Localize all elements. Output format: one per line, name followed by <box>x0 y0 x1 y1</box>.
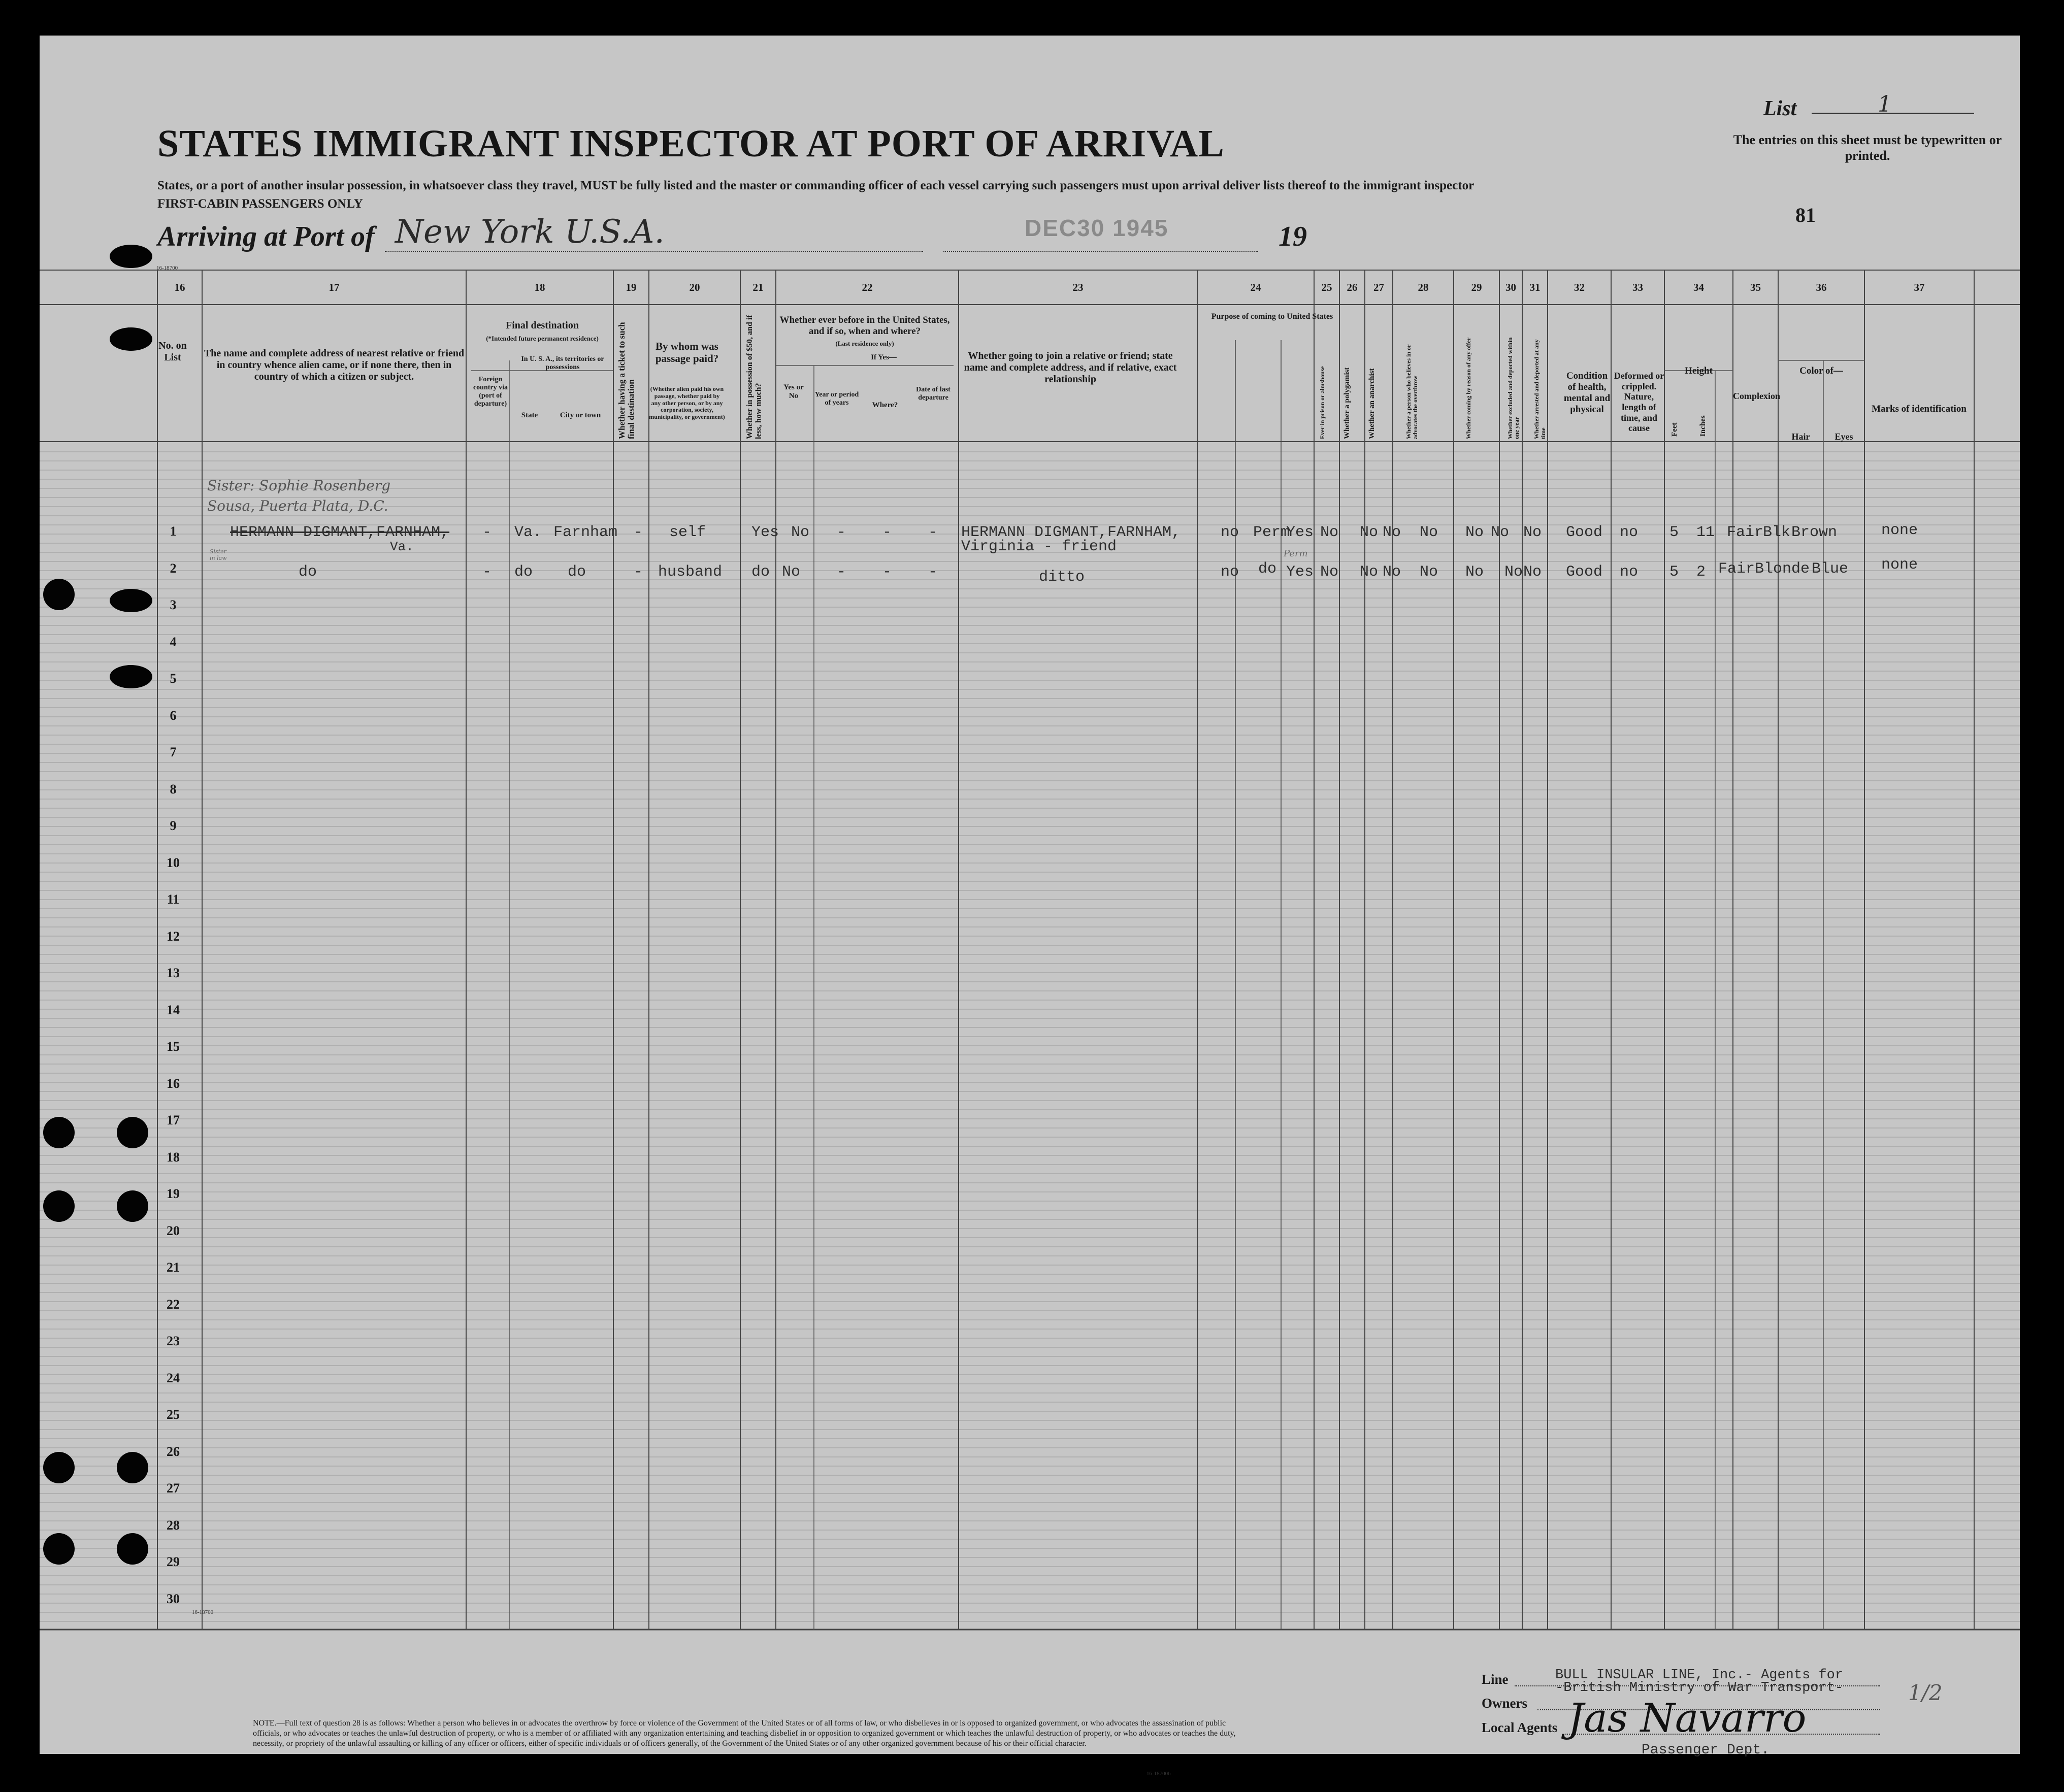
header-before-us: Whether ever before in the United States, and if so, when and where? <box>779 315 950 337</box>
row2-purpose-b: do <box>1258 560 1277 578</box>
column-number: 24 <box>1250 281 1261 293</box>
row1-ticket: - <box>634 524 643 541</box>
typewritten-instructions: The entries on this sheet must be typewritten or printed. <box>1733 132 2002 163</box>
header-eyes: Eyes <box>1834 432 1853 442</box>
footer-form-code: 16-18700b <box>1146 1771 1171 1777</box>
row-number: 26 <box>167 1444 180 1459</box>
row1-purpose-a: no <box>1221 524 1239 541</box>
row-number: 14 <box>167 1002 180 1017</box>
row1-health: Good <box>1566 524 1603 541</box>
row-number: 23 <box>167 1334 180 1348</box>
header-hair: Hair <box>1791 432 1810 442</box>
row-number: 25 <box>167 1407 180 1422</box>
column-number: 33 <box>1632 281 1643 293</box>
header-date-last: Date of last departure <box>916 386 951 402</box>
column-number: 36 <box>1816 281 1827 293</box>
row-number: 24 <box>167 1370 180 1385</box>
row-number: 29 <box>167 1554 180 1569</box>
binder-hole <box>110 589 152 612</box>
header-prison: Ever in prison or almshouse <box>1319 366 1326 439</box>
header-height: Height <box>1685 366 1713 376</box>
row1-hair: Blk <box>1763 524 1791 541</box>
row1-city: Farnham <box>553 524 618 541</box>
row-number: 4 <box>170 634 177 649</box>
row2-state: do <box>514 563 533 581</box>
row2-where: - <box>882 563 892 581</box>
header-q29: Whether coming by reason of any offer <box>1465 337 1472 439</box>
column-number: 29 <box>1471 281 1482 293</box>
row-number: 22 <box>167 1297 180 1312</box>
row1-prison: No <box>1320 524 1339 541</box>
row-number: 21 <box>167 1260 180 1275</box>
header-feet: Feet <box>1670 422 1679 437</box>
column-number: 21 <box>752 281 764 293</box>
header-final-dest-note: (*Intended future permanent residence) <box>486 335 599 342</box>
column-number: 32 <box>1574 281 1585 293</box>
row2-relative: do <box>299 563 317 581</box>
row-number: 6 <box>170 708 177 723</box>
row1-date: - <box>928 524 938 541</box>
row-number: 16 <box>167 1076 180 1091</box>
line-value-2: -British Ministry of War Transport- <box>1555 1680 1844 1696</box>
row2-join: ditto <box>1039 569 1085 586</box>
header-50-dollars: Whether in possession of $50, and if less, how much? <box>745 315 763 439</box>
list-label: List <box>1763 97 1797 120</box>
binder-hole <box>117 1117 148 1148</box>
column-number: 18 <box>534 281 545 293</box>
header-in-usa: In U. S. A., its territories or possessions <box>521 355 604 372</box>
row-number: 28 <box>167 1517 180 1533</box>
row1-inches: 11 <box>1696 524 1715 541</box>
row2-q30: No <box>1504 563 1523 581</box>
manifest-sheet <box>40 36 2020 1777</box>
header-city: City or town <box>560 411 601 419</box>
column-number: 30 <box>1505 281 1516 293</box>
row1-join-cont: Virginia - friend <box>961 538 1117 555</box>
column-number: 28 <box>1418 281 1429 293</box>
column-number: 22 <box>862 281 873 293</box>
row-number: 10 <box>167 855 180 870</box>
row2-purpose-a: no <box>1221 563 1239 581</box>
column-number: 19 <box>626 281 637 293</box>
header-if-yes: If Yes— <box>871 353 897 361</box>
form-code-top: 16-18700 <box>156 265 178 271</box>
row2-q28: No <box>1420 563 1438 581</box>
row-number: 12 <box>167 928 180 944</box>
column-number: 27 <box>1373 281 1384 293</box>
row2-marks: none <box>1881 556 1918 574</box>
header-join: Whether going to join a relative or friend; state name and complete address, and if relative, exact relationship <box>964 350 1177 385</box>
binder-hole <box>110 665 152 688</box>
header-where: Where? <box>872 401 898 409</box>
line-value-1: BULL INSULAR LINE, Inc.- Agents for <box>1555 1668 1844 1683</box>
row2-hair: Blonde <box>1755 560 1810 578</box>
row-number: 8 <box>170 781 177 797</box>
local-agents-label: Local Agents <box>1482 1720 1558 1735</box>
row-number: 13 <box>167 966 180 980</box>
row2-years: - <box>837 563 846 581</box>
row1-anarchist: No <box>1383 524 1401 541</box>
header-inches: Inches <box>1699 415 1707 437</box>
owners-label: Owners <box>1482 1696 1527 1711</box>
column-number: 31 <box>1529 281 1541 293</box>
header-year-period: Year or period of years <box>814 391 859 407</box>
row-number: 3 <box>170 598 177 612</box>
row-number: 11 <box>167 892 180 907</box>
row1-eyes: Brown <box>1791 524 1838 541</box>
row2-prison: No <box>1320 563 1339 581</box>
date-stamp: DEC30 1945 <box>1025 215 1169 241</box>
header-polygamist: Whether a polygamist <box>1343 367 1351 439</box>
row2-before: No <box>782 563 801 581</box>
page-number: 81 <box>1795 204 1816 226</box>
row1-q29: No <box>1465 524 1484 541</box>
row2-date: - <box>928 563 938 581</box>
row1-q31: No <box>1523 524 1542 541</box>
header-state: State <box>521 411 538 419</box>
row-number: 18 <box>167 1149 180 1165</box>
row2-complexion: Fair <box>1718 560 1755 578</box>
row1-years: - <box>837 524 846 541</box>
binder-hole <box>43 1190 75 1222</box>
row2-purpose-c: Yes <box>1286 563 1314 581</box>
column-number: 16 <box>174 281 185 293</box>
row1-state: Va. <box>514 524 542 541</box>
passenger-dept: Passenger Dept. <box>1642 1742 1770 1758</box>
footer-note: NOTE.—Full text of question 28 is as follows: Whether a person who believes in or advocates the overthrow by force or violence of the Government of the United States or of all forms of law, or who disbelieves in or is opposed to organized government, or who advocates the assassination of public officials, or who advocates or teaches the unlawful destruction of property, or who is a member of or affiliated with any organization entertaining and teaching disbelief in or opposition to organized government or which teaches the unlawful destruction of property, or who advocates or teaches the duty, necessity, or propriety of the unlawful assaulting or killing of any officer or officers, either of specific individuals or of officers generally, of the Government of the United States or of any other organized government because of his or their official character. <box>253 1719 1236 1748</box>
line-label: Line <box>1482 1672 1509 1687</box>
header-foreign-country: Foreign country via (port of departure) <box>473 376 508 408</box>
row1-relative: HERMANN DIGMANT,FARNHAM, <box>230 524 450 541</box>
row1-foreign: - <box>482 524 492 541</box>
row2-q31: No <box>1523 563 1542 581</box>
column-number: 26 <box>1347 281 1358 293</box>
header-complexion: Complexion <box>1733 391 1781 401</box>
class-line: FIRST-CABIN PASSENGERS ONLY <box>157 197 363 211</box>
row-number: 20 <box>167 1223 180 1238</box>
row-number: 1 <box>170 524 177 539</box>
row2-health: Good <box>1566 563 1603 581</box>
header-deformed: Deformed or crippled. Nature, length of time, and cause <box>1614 371 1664 434</box>
row2-ticket: - <box>634 563 643 581</box>
row-number: 30 <box>167 1591 180 1606</box>
row2-foreign: - <box>482 563 492 581</box>
header-q28: Whether a person who believes in or advocates the overthrow <box>1405 344 1419 439</box>
row2-feet: 5 <box>1669 563 1679 581</box>
annotation-margin-note: Sister in law <box>210 548 227 561</box>
list-number: 1 <box>1878 91 1892 117</box>
form-code-bottom-left: 16-18700 <box>192 1609 214 1615</box>
row1-polygamist: No <box>1360 524 1379 541</box>
row2-inches: 2 <box>1696 563 1706 581</box>
annotation-sister-address: Sousa, Puerta Plata, D.C. <box>207 497 388 514</box>
margin-mark: 1/2 <box>1908 1680 1943 1705</box>
row2-paid-by: husband <box>658 563 723 581</box>
row-number: 5 <box>170 671 177 686</box>
binder-hole <box>110 245 152 268</box>
row2-eyes: Blue <box>1812 560 1849 578</box>
column-number: 20 <box>689 281 700 293</box>
header-ticket: Whether having a ticket to such final destination <box>617 322 636 439</box>
binder-hole <box>110 327 152 351</box>
header-q31: Whether arrested and deported at any time <box>1533 339 1547 439</box>
header-passage: By whom was passage paid? <box>655 340 719 365</box>
row1-before: No <box>791 524 810 541</box>
header-yes-or-no: Yes or No <box>783 383 804 401</box>
row-number: 27 <box>167 1481 180 1496</box>
column-number: 17 <box>329 281 340 293</box>
row2-polygamist: No <box>1360 563 1379 581</box>
row-number: 7 <box>170 745 177 759</box>
row1-purpose-b: Perm <box>1253 524 1290 541</box>
header-no-on-list: No. on List <box>158 340 187 363</box>
row-number: 19 <box>167 1186 180 1201</box>
row2-anarchist: No <box>1383 563 1401 581</box>
binder-hole <box>117 1190 148 1222</box>
row1-purpose-c: Yes <box>1286 524 1314 541</box>
header-passage-note: (Whether alien paid his own passage, whether paid by any other person, or by any corporation, society, municipality, or government) <box>649 385 725 421</box>
header-final-destination: Final destination <box>506 320 579 331</box>
binder-hole <box>43 579 75 610</box>
row1-feet: 5 <box>1669 524 1679 541</box>
row1-where: - <box>882 524 892 541</box>
year-prefix: 19 <box>1279 221 1307 252</box>
row1-deformed: no <box>1620 524 1639 541</box>
column-number: 25 <box>1321 281 1332 293</box>
binder-hole <box>43 1452 75 1483</box>
column-number: 23 <box>1072 281 1084 293</box>
annotation-sister-name: Sister: Sophie Rosenberg <box>207 477 391 494</box>
row-number: 9 <box>170 818 177 833</box>
header-before-note: (Last residence only) <box>835 340 894 347</box>
header-purpose: Purpose of coming to United States <box>1211 312 1333 321</box>
row2-q29: No <box>1465 563 1484 581</box>
header-anarchist: Whether an anarchist <box>1368 368 1376 439</box>
header-relative: The name and complete address of nearest relative or friend in country whence alien came, or if none there, then in country of which a citizen or subject. <box>204 348 465 382</box>
row2-purpose-note: Perm <box>1284 548 1308 559</box>
binder-hole <box>117 1452 148 1483</box>
arriving-label: Arriving at Port of <box>157 221 375 252</box>
binder-hole <box>43 1117 75 1148</box>
column-number: 34 <box>1693 281 1704 293</box>
row2-has-50: do <box>751 563 770 581</box>
header-health: Condition of health, mental and physical <box>1563 371 1611 415</box>
row1-q30: No <box>1491 524 1510 541</box>
row2-city: do <box>568 563 586 581</box>
binder-hole <box>43 1533 75 1565</box>
header-marks: Marks of identification <box>1872 404 1967 414</box>
agent-signature: Jas Navarro <box>1568 1696 1807 1741</box>
row1-relative-cont: Va. <box>390 539 414 554</box>
header-q30: Whether excluded and deported within one year <box>1506 337 1521 439</box>
row1-has-50: Yes <box>751 524 779 541</box>
column-number: 35 <box>1750 281 1761 293</box>
row1-join: HERMANN DIGMANT,FARNHAM, <box>961 524 1181 541</box>
form-subtitle: States, or a port of another insular possession, in whatsoever class they travel, MUST be fully listed and the master or commanding officer of each vessel carrying such passengers must upon arrival deliver lists thereof to the immigrant inspector <box>157 179 1475 192</box>
row-number: 15 <box>167 1039 180 1054</box>
row1-paid-by: self <box>669 524 706 541</box>
column-number: 37 <box>1914 281 1925 293</box>
header-color-of: Color of— <box>1799 366 1843 376</box>
form-title: STATES IMMIGRANT INSPECTOR AT PORT OF ARRIVAL <box>157 122 1225 165</box>
binder-hole <box>117 1533 148 1565</box>
row1-complexion: Fair <box>1727 524 1764 541</box>
row2-deformed: no <box>1620 563 1639 581</box>
port-handwritten: New York U.S.A. <box>395 213 665 251</box>
row-number: 2 <box>170 560 177 576</box>
row1-q28: No <box>1420 524 1438 541</box>
row-number: 17 <box>167 1113 180 1127</box>
row1-marks: none <box>1881 522 1918 539</box>
